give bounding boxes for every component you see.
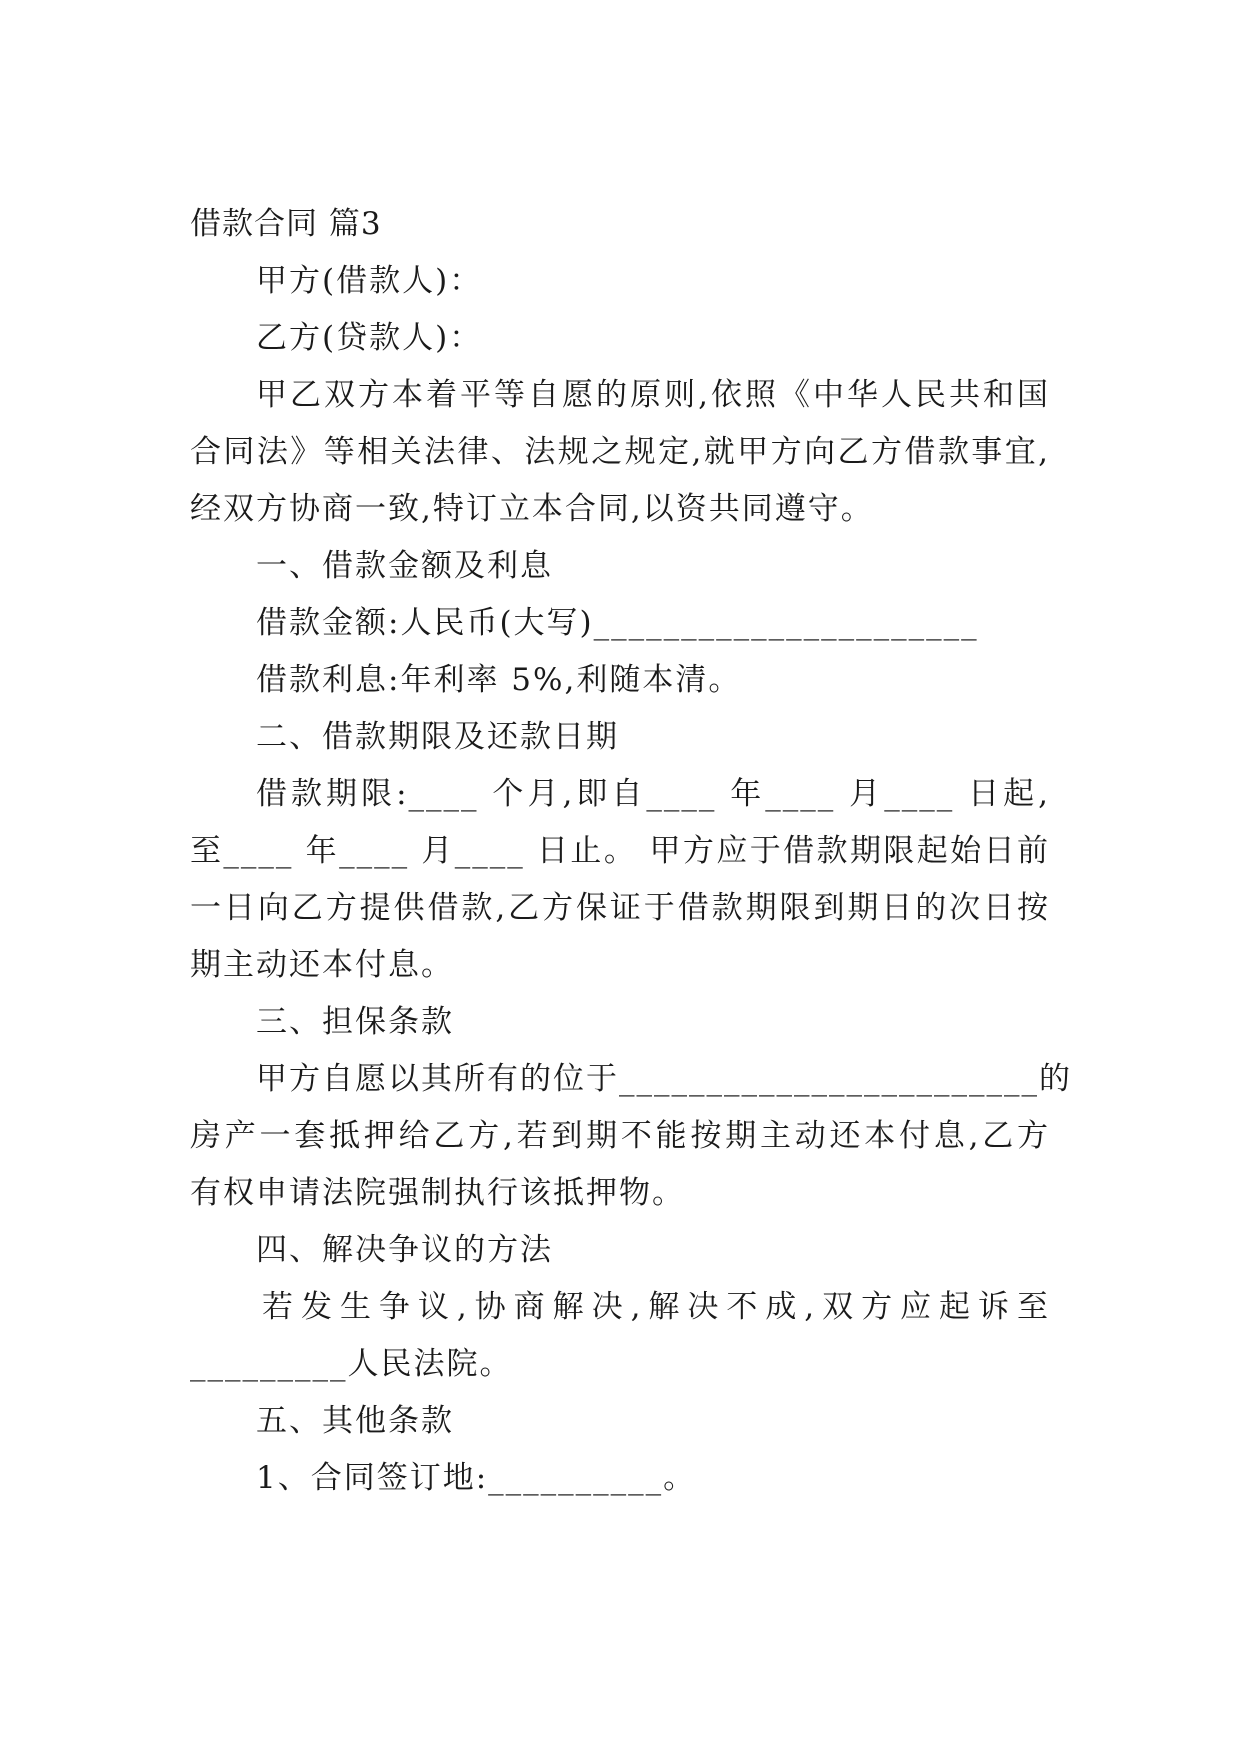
section-4-heading: 四、解决争议的方法 <box>256 1232 553 1268</box>
party-b-line: 乙方(贷款人)： <box>256 320 483 356</box>
guarantee-line-3: 有权申请法院强制执行该抵押物。 <box>190 1175 685 1211</box>
section-3-heading: 三、担保条款 <box>256 1004 454 1040</box>
section-5-heading: 五、其他条款 <box>256 1403 454 1439</box>
section-2-heading: 二、借款期限及还款日期 <box>256 719 619 755</box>
loan-interest-line: 借款利息:年利率 5%,利随本清。 <box>256 662 742 698</box>
loan-term-line-3: 一日向乙方提供借款,乙方保证于借款期限到期日的次日按 <box>190 890 1050 926</box>
preamble-line-1: 甲乙双方本着平等自愿的原则,依照《中华人民共和国 <box>256 377 1050 413</box>
preamble-line-3: 经双方协商一致,特订立本合同,以资共同遵守。 <box>190 491 874 527</box>
guarantee-line-1: 甲方自愿以其所有的位于________________________的 <box>256 1061 1072 1097</box>
section-1-heading: 一、借款金额及利息 <box>256 548 553 584</box>
dispute-line-1: 若发生争议,协商解决,解决不成,双方应起诉至 <box>262 1289 1050 1325</box>
loan-term-line-4: 期主动还本付息。 <box>190 947 454 983</box>
document-title: 借款合同 篇3 <box>190 206 382 242</box>
dispute-line-2: _________人民法院。 <box>190 1346 513 1382</box>
loan-term-line-1: 借款期限:____ 个月,即自____ 年____ 月____ 日起, <box>256 776 1050 812</box>
loan-term-line-2: 至____ 年____ 月____ 日止。 甲方应于借款期限起始日前 <box>190 833 1050 869</box>
loan-amount-line: 借款金额:人民币(大写)______________________ <box>256 605 979 641</box>
preamble-line-2: 合同法》等相关法律、法规之规定,就甲方向乙方借款事宜, <box>190 434 1050 470</box>
guarantee-line-2: 房产一套抵押给乙方,若到期不能按期主动还本付息,乙方 <box>190 1118 1050 1154</box>
party-a-line: 甲方(借款人)： <box>256 263 483 299</box>
signing-place-line: 1、合同签订地:__________。 <box>256 1460 697 1496</box>
